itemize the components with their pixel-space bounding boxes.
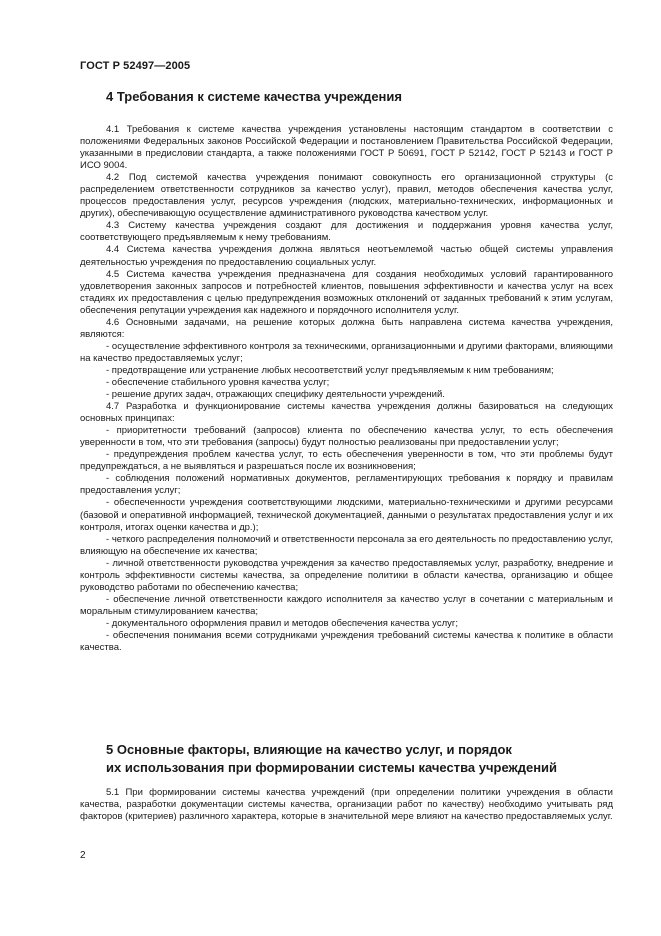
page-number: 2 — [80, 850, 86, 861]
section-4-body — [80, 124, 613, 654]
paragraph: 4.7 Разработка и функционирование системы качества учреждения должны базироваться на следующих основных принципах: — [80, 401, 613, 425]
list-item: - предупреждения проблем качества услуг, то есть обеспечения уверенности в том, что эти проблемы будут предупреждаться, а не выявляться и разрешаться после их возникновения; — [80, 449, 613, 473]
paragraph: 4.3 Систему качества учреждения создают для достижения и поддержания уровня качества услуг, соответствующего предъявляемым к нему требованиям. — [80, 220, 613, 244]
list-item: - личной ответственности руководства учреждения за качество предоставляемых услуг, разработку, внедрение и контроль эффективности системы качества, за определение политики в области качества, организацию и общее руководство работами по обеспечению качества; — [80, 557, 613, 593]
section-5-title-line-1: 5 Основные факторы, влияющие на качество услуг, и порядок — [106, 742, 512, 757]
list-item: - обеспеченности учреждения соответствующими людскими, материально-техническими и другими ресурсами (базовой и оперативной информацией, технической документацией, данными о результатах предоставления услуг и их контроля, итогах оценки качества и др.); — [80, 497, 613, 533]
section-4-title: 4 Требования к системе качества учреждения — [106, 89, 402, 104]
paragraph: 4.4 Система качества учреждения должна являться неотъемлемой частью общей системы управления деятельностью учреждения по предоставлению социальных услуг. — [80, 244, 613, 268]
list-item: - документального оформления правил и методов обеспечения качества услуг; — [106, 617, 458, 629]
list-item: - соблюдения положений нормативных документов, регламентирующих требования к порядку и правилам предоставления услуг; — [80, 473, 613, 497]
list-item: - приоритетности требований (запросов) клиента по обеспечению качества услуг, то есть обеспечения уверенности в том, что эти требования (запросы) будут полностью реализованы при предоставлении услуг; — [80, 425, 613, 449]
section-5-title — [106, 741, 557, 777]
paragraph: 4.1 Требования к системе качества учреждения установлены настоящим стандартом в соответствии с положениями Федеральных законов Российской Федерации и постановлением Правительства Российской Федерации, указанными в предисловии стандарта, а также положениями ГОСТ Р 50691, ГОСТ Р 52142, ГОСТ Р 52143 и ГОСТ Р ИСО 9004. — [80, 124, 613, 172]
paragraph: 4.6 Основными задачами, на решение которых должна быть направлена система качества учреждения, являются: — [80, 316, 613, 340]
paragraph: 4.2 Под системой качества учреждения понимают совокупность его организационной структуры (с распределением ответственности сотрудников за качество услуг), правил, методов обеспечения качества услуг, процессов предоставления услуг, ресурсов учреждения (людских, материально-технических, информационных и других), обеспечивающую осуществление административного руководства качеством услуг. — [80, 172, 613, 220]
list-item: - четкого распределения полномочий и ответственности персонала за его деятельность по предоставлению услуг, влияющую на обеспечение их качества; — [80, 533, 613, 557]
list-item: - осуществление эффективного контроля за техническими, организационными и другими факторами, влияющими на качество предоставляемых услуг; — [80, 340, 613, 364]
list-item: - обеспечение личной ответственности каждого исполнителя за качество услуг в сочетании с материальным и моральным стимулированием качества; — [80, 593, 613, 617]
standard-header: ГОСТ Р 52497—2005 — [80, 60, 191, 72]
list-item: - обеспечения понимания всеми сотрудниками учреждения требований системы качества к политике в области качества. — [80, 629, 613, 654]
list-item: - обеспечение стабильного уровня качества услуг; — [106, 376, 330, 388]
list-item: - предотвращение или устранение любых несоответствий услуг предъявляемым к ним требованиям; — [106, 364, 554, 376]
section-5-title-line-2: их использования при формировании системы качества учреждений — [106, 760, 558, 775]
paragraph: 5.1 При формировании системы качества учреждений (при определении политики учреждения в области качества, разработки документации системы качества, организации работ по качеству) необходимо учитывать ряд факторов (критериев) различного характера, которые в значительной мере влияют на качество предоставляемых услуг. — [80, 787, 613, 823]
paragraph: 4.5 Система качества учреждения предназначена для создания необходимых условий гарантированного удовлетворения законных запросов и потребностей клиентов, повышения эффективности и качества услуг на всех стадиях их предоставления с целью предупреждения возможных отклонений от заданных требований к этим услугам, обеспечения репутации учреждения как надежного и порядочного исполнителя услуг. — [80, 268, 613, 316]
section-5-body — [80, 787, 613, 823]
list-item: - решение других задач, отражающих специфику деятельности учреждений. — [106, 389, 445, 401]
